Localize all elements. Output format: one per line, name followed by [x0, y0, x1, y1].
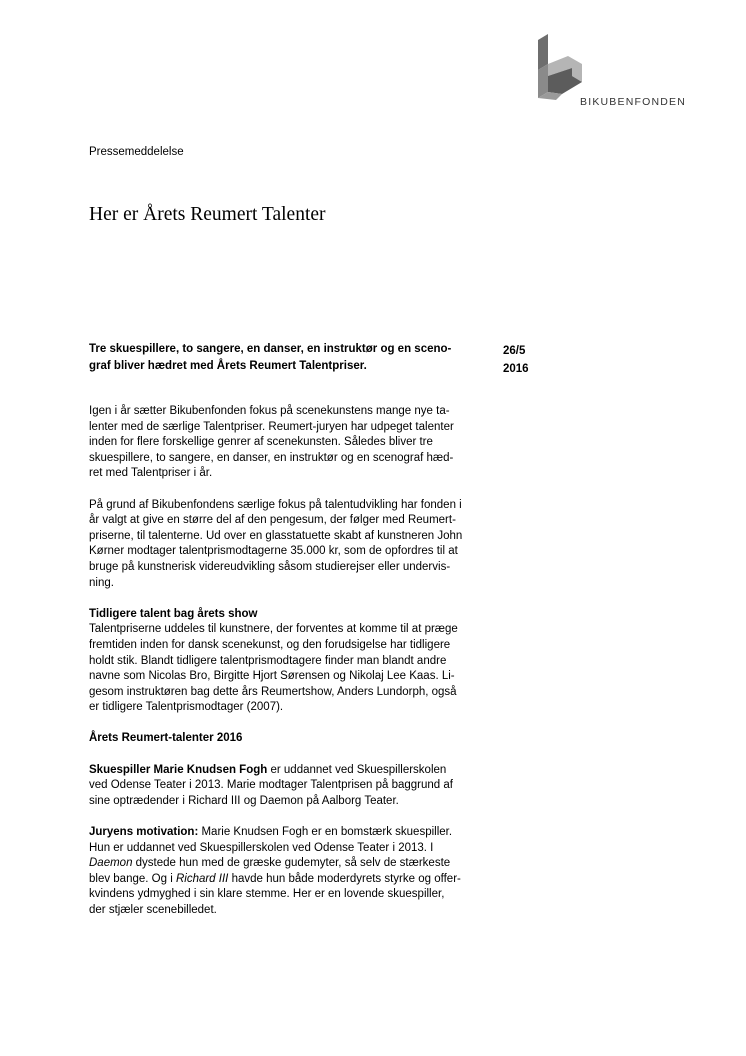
- paragraph-jury-motivation: [89, 825, 509, 919]
- text-line: der stjæler scenebilledet.: [89, 904, 217, 916]
- paragraph-marie: [89, 763, 509, 810]
- article-body: [89, 404, 509, 934]
- paragraph-previous-talent: [89, 607, 509, 716]
- section-heading: Tidligere talent bag årets show: [89, 607, 258, 620]
- paragraph-funding: [89, 498, 509, 592]
- text-run: blev bange. Og i: [89, 872, 176, 885]
- section-heading-block: [89, 731, 509, 747]
- bold-lead: Juryens motivation:: [89, 826, 199, 839]
- release-date: [503, 342, 529, 378]
- text-line: lenter med de særlige Talentpriser. Reumert-juryen har udpeget talenter: [89, 420, 454, 433]
- italic-title: Richard III: [175, 872, 229, 885]
- text-run: dystede hun med de græske gudemyter, så selv de stærkeste: [132, 857, 451, 870]
- text-line: inden for flere forskellige genrer af scenekunsten. Således bliver tre: [89, 436, 433, 449]
- text-line: [89, 825, 509, 841]
- text-line: [89, 763, 509, 779]
- text-line: [89, 872, 509, 888]
- page-title: Her er Årets Reumert Talenter: [89, 204, 326, 225]
- lead-line: Tre skuespillere, to sangere, en danser, en instruktør og en sceno-: [89, 343, 452, 355]
- text-line: Talentpriserne uddeles til kunstnere, der forventes at komme til at præge: [89, 623, 458, 636]
- press-release-label: Pressemeddelelse: [89, 146, 184, 158]
- text-line: ved Odense Teater i 2013. Marie modtager Talentprisen på baggrund af: [89, 779, 453, 792]
- lead-line: graf bliver hædret med Årets Reumert Talentpriser.: [89, 360, 367, 372]
- date-day: 26/5: [503, 345, 526, 357]
- text-line: ning.: [89, 576, 114, 589]
- text-line: navne som Nicolas Bro, Birgitte Hjort Sørensen og Nikolaj Lee Kaas. Li-: [89, 670, 455, 683]
- text-line: år valgt at give en større del af den pengesum, der følger med Reumert-: [89, 514, 456, 527]
- section-heading: Årets Reumert-talenter 2016: [89, 732, 243, 745]
- text-line: På grund af Bikubenfondens særlige fokus på talentudvikling har fonden i: [89, 498, 462, 511]
- text-run: havde hun både moderdyrets styrke og offer-: [228, 872, 461, 885]
- bikubenfonden-logo: [538, 34, 584, 102]
- text-line: holdt stik. Blandt tidligere talentprismodtagere finder man blandt andre: [89, 654, 447, 667]
- text-line: Igen i år sætter Bikubenfonden fokus på scenekunstens mange nye ta-: [89, 405, 450, 417]
- text-line: skuespillere, to sangere, en danser, en instruktør og en scenograf hæd-: [89, 451, 454, 464]
- text-line: bruge på kunstnerisk videreudvikling såsom studierejser eller undervis-: [89, 560, 451, 573]
- logo-mark-icon: [538, 34, 584, 102]
- text-line: er tidligere Talentprismodtager (2007).: [89, 701, 284, 714]
- text-line: kvindens ydmyghed i sin klare stemme. Her er en lovende skuespiller,: [89, 888, 445, 901]
- text-line: Hun er uddannet ved Skuespillerskolen ved Odense Teater i 2013. I: [89, 841, 434, 854]
- bold-lead: Skuespiller Marie Knudsen Fogh: [89, 763, 268, 776]
- text-line: gesom instruktøren bag dette års Reumertshow, Anders Lundorph, også: [89, 685, 457, 698]
- text-run: er uddannet ved Skuespillerskolen: [267, 763, 447, 776]
- text-line: priserne, til talenterne. Ud over en glasstatuette skabt af kunstneren John: [89, 529, 463, 542]
- italic-title: Daemon: [89, 857, 133, 870]
- text-line: ret med Talentpriser i år.: [89, 467, 213, 480]
- text-line: [89, 856, 509, 872]
- text-line: fremtiden inden for dansk scenekunst, og den forudsigelse har tidligere: [89, 638, 451, 651]
- text-run: Marie Knudsen Fogh er en bomstærk skuespiller.: [198, 826, 453, 839]
- text-line: Kørner modtager talentprismodtagerne 35.000 kr, som de opfordres til at: [89, 545, 458, 558]
- date-year: 2016: [503, 363, 529, 375]
- lead-paragraph: [89, 341, 495, 375]
- logo-wordmark: BIKUBENFONDEN: [580, 96, 687, 108]
- text-line: sine optrædender i Richard III og Daemon på Aalborg Teater.: [89, 794, 399, 807]
- paragraph-intro: [89, 404, 509, 482]
